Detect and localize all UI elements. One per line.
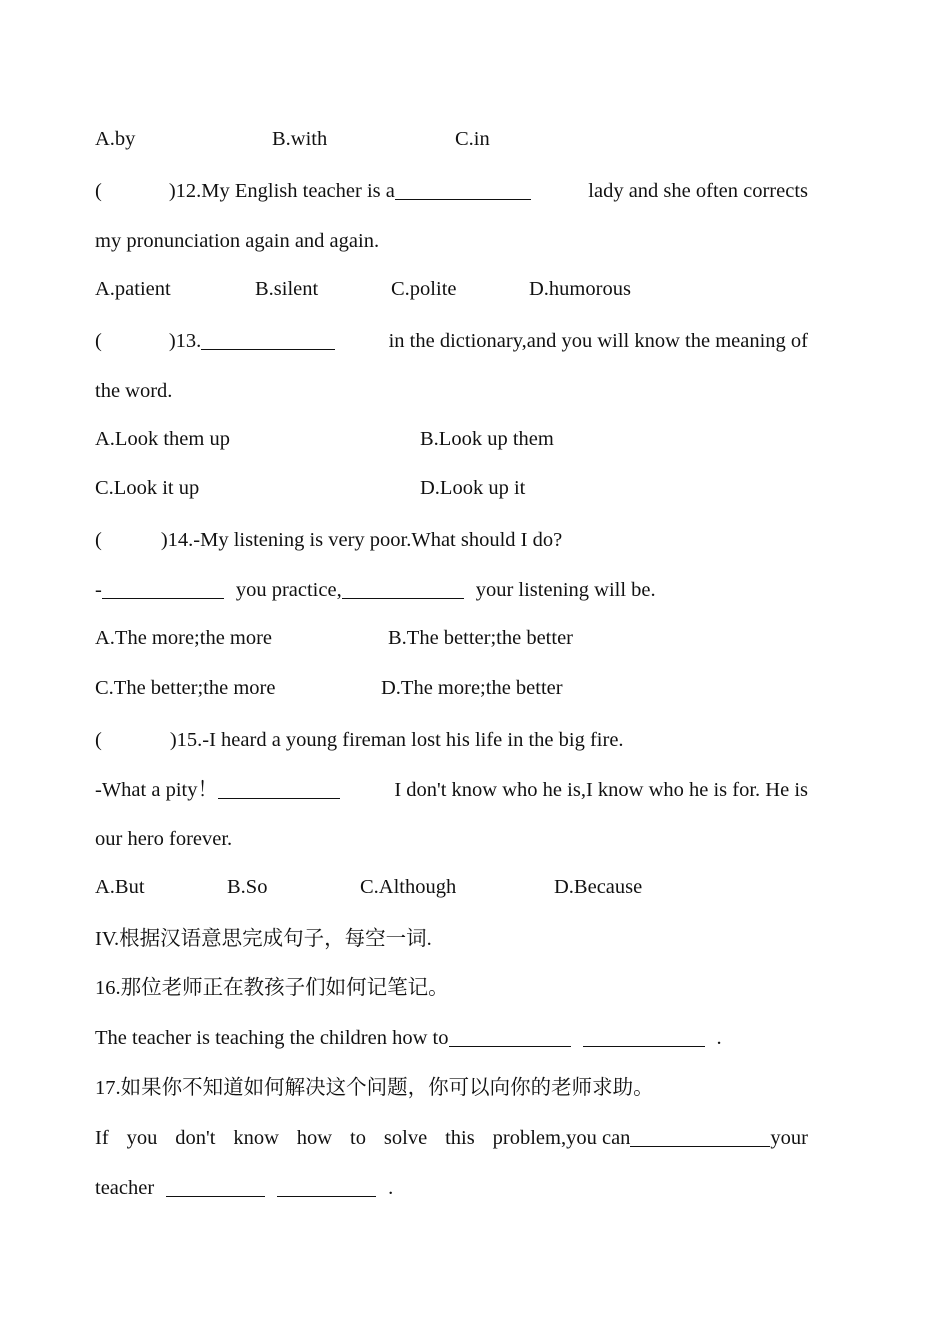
q17-english-line2 [95, 1175, 393, 1201]
q17-answer-blank-2[interactable] [166, 1176, 265, 1197]
q14-stem-c: your listening will be. [475, 579, 656, 601]
q12-stem-b: lady and she often corrects [588, 180, 808, 202]
q13-number: )13. [168, 330, 202, 352]
q15-option-d: D.Because [554, 876, 643, 898]
q14-answer-blank-2[interactable] [342, 578, 464, 599]
q17-word-last: problem,you can [492, 1127, 631, 1149]
q16-english-line [95, 1025, 722, 1051]
q15-option-b: B.So [227, 876, 268, 898]
q13-paren: ( [95, 330, 102, 352]
q13-stem-b: in the dictionary,and you will know the meaning of [388, 330, 808, 352]
q13-answer-blank[interactable] [201, 329, 335, 350]
q14-stem-line2 [95, 577, 656, 603]
q13-option-a: A.Look them up [95, 428, 230, 450]
q12-option-b: B.silent [255, 278, 319, 300]
q12-stem-line1 [95, 178, 808, 204]
q14-option-c: C.The better;the more [95, 677, 276, 699]
q12-stem-c: my pronunciation again and again. [95, 230, 380, 252]
q14-option-b: B.The better;the better [388, 627, 573, 649]
q17-word-after: your [770, 1127, 808, 1149]
q16-answer-blank-2[interactable] [583, 1026, 705, 1047]
q14-number: )14. [160, 529, 194, 551]
q11-option-c: C.in [455, 128, 490, 150]
q13-stem-c: the word. [95, 380, 173, 402]
q15-stem-d: our hero forever. [95, 828, 233, 850]
q17-answer-blank-1[interactable] [630, 1126, 770, 1147]
q17-end: . [388, 1177, 394, 1199]
section-heading: IV.根据汉语意思完成句子，每空一词. [95, 928, 432, 950]
q14-answer-blank-1[interactable] [102, 578, 224, 599]
q15-option-c: C.Although [360, 876, 457, 898]
q14-stem-b: you practice, [235, 579, 342, 601]
q15-stem-line1 [95, 727, 624, 753]
q13-option-b: B.Look up them [420, 428, 554, 450]
q11-option-a: A.by [95, 128, 136, 150]
q12-stem-a: My English teacher is a [201, 180, 395, 202]
q16-chinese: 16.那位老师正在教孩子们如何记笔记。 [95, 977, 449, 999]
q14-option-d: D.The more;the better [381, 677, 563, 699]
q15-stem-c: I don't know who he is,I know who he is for. He is [394, 779, 808, 801]
q14-option-a: A.The more;the more [95, 627, 273, 649]
q13-option-c: C.Look it up [95, 477, 200, 499]
q17-answer-blank-3[interactable] [277, 1176, 376, 1197]
q17-word: solve [383, 1127, 428, 1149]
q12-answer-blank[interactable] [395, 179, 531, 200]
q14-stem-line1 [95, 527, 562, 553]
q11-option-b: B.with [272, 128, 328, 150]
q17-line2: teacher [95, 1177, 155, 1199]
q17-word: this [445, 1127, 475, 1149]
q12-number: )12. [168, 180, 202, 202]
q17-word: don't [175, 1127, 216, 1149]
q17-chinese: 17.如果你不知道如何解决这个问题，你可以向你的老师求助。 [95, 1077, 654, 1099]
q12-paren: ( [95, 180, 102, 202]
q16-end: . [716, 1027, 722, 1049]
q15-stem-a: -I heard a young fireman lost his life in the big fire. [202, 729, 624, 751]
q12-option-d: D.humorous [529, 278, 631, 300]
q17-word: you [126, 1127, 158, 1149]
q14-dash: - [95, 579, 102, 601]
q15-stem-line2 [95, 777, 808, 803]
q17-word: to [350, 1127, 366, 1149]
q17-english-line1 [95, 1125, 808, 1151]
q15-stem-b: -What a pity！ [95, 779, 218, 801]
q17-word: how [296, 1127, 333, 1149]
q14-paren: ( [95, 529, 102, 551]
q12-option-c: C.polite [391, 278, 457, 300]
q15-option-a: A.But [95, 876, 145, 898]
q17-word: know [233, 1127, 279, 1149]
q15-number: )15. [169, 729, 203, 751]
q17-word: If [95, 1127, 109, 1149]
q13-stem-line1 [95, 328, 808, 354]
q14-stem-a: -My listening is very poor.What should I do? [193, 529, 563, 551]
q12-option-a: A.patient [95, 278, 171, 300]
q16-answer-blank-1[interactable] [449, 1026, 571, 1047]
q16-english-a: The teacher is teaching the children how to [95, 1027, 449, 1049]
q15-paren: ( [95, 729, 102, 751]
q15-answer-blank[interactable] [218, 778, 340, 799]
q13-option-d: D.Look up it [420, 477, 526, 499]
